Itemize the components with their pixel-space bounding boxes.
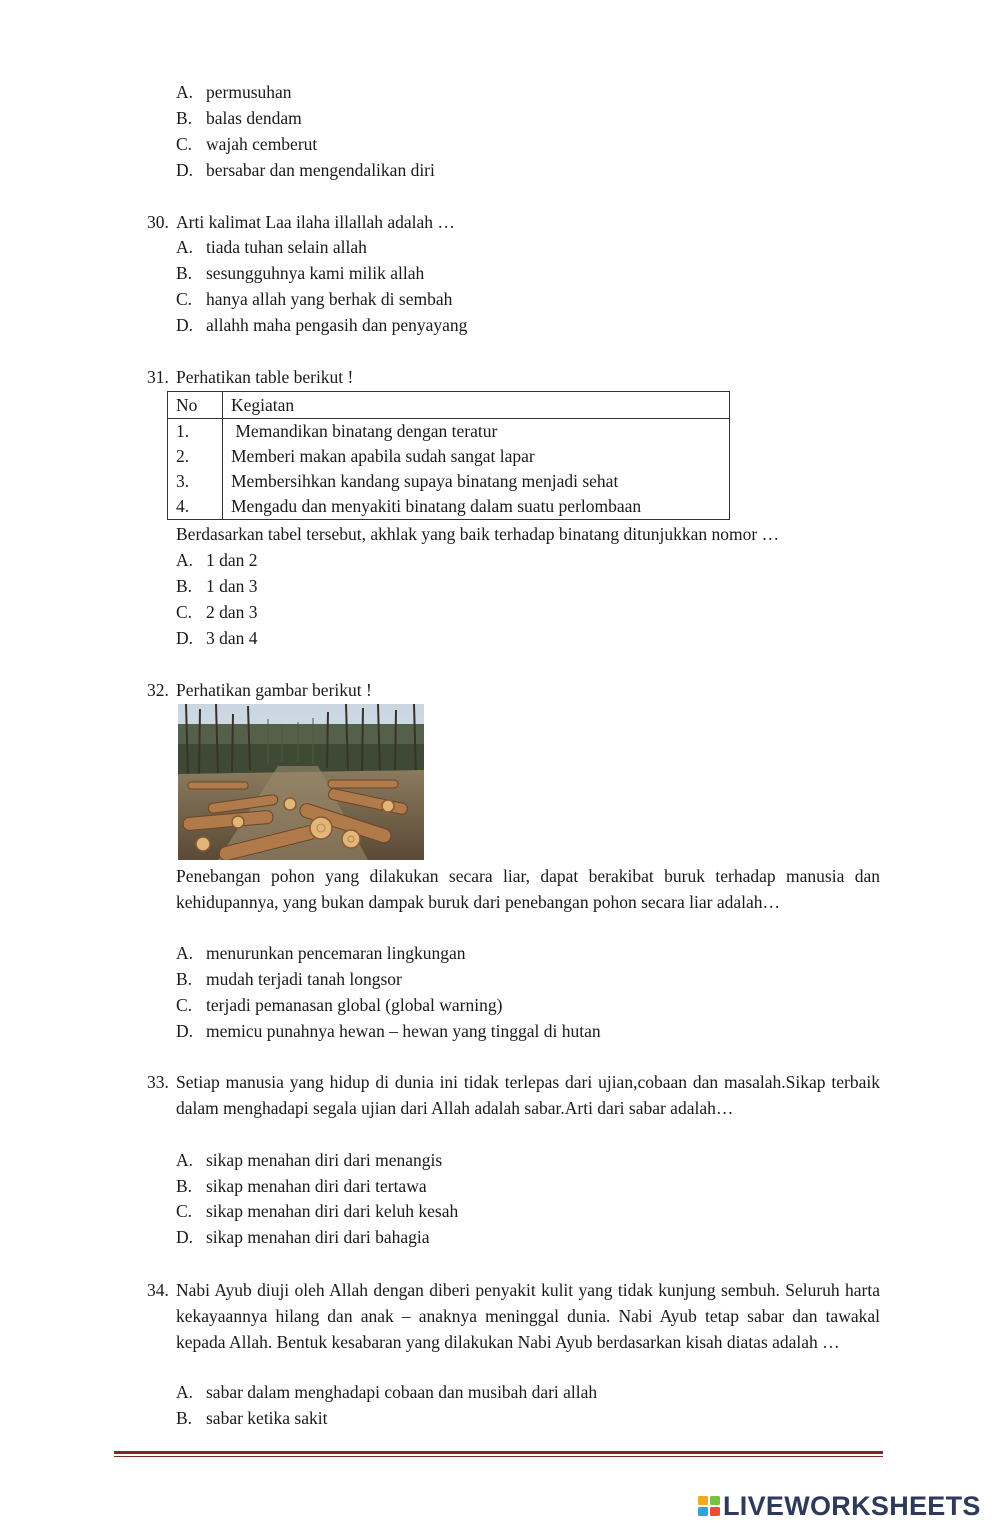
activity-table — [167, 391, 730, 520]
q33-number: 33. — [147, 1072, 169, 1092]
table-cell-no: 2. — [168, 444, 223, 469]
q30-option-c: C. hanya allah yang berhak di sembah — [176, 289, 453, 309]
liveworksheets-logo-icon — [697, 1494, 721, 1518]
table-header-row — [168, 392, 730, 419]
brand-name: LIVEWORKSHEETS — [723, 1490, 981, 1521]
q32-option-b: B. mudah terjadi tanah longsor — [176, 969, 402, 989]
table-row — [168, 419, 730, 445]
q30-option-a: A. tiada tuhan selain allah — [176, 237, 367, 257]
deforestation-photo — [178, 704, 424, 860]
q29-option-b: B. balas dendam — [176, 108, 302, 128]
table-header-no: No — [168, 392, 223, 419]
q29-option-a: A. permusuhan — [176, 82, 292, 102]
q31-option-c: C. 2 dan 3 — [176, 602, 258, 622]
footer-rule-thin — [114, 1456, 883, 1457]
q34-paragraph: Nabi Ayub diuji oleh Allah dengan diberi penyakit kulit yang tidak kunjung sembuh. Seluruh harta kekayaannya hilang dan anak – anaknya meninggal dunia. Nabi Ayub tetap sabar dan tawakal kepada Allah. Bentuk kesabaran yang dilakukan Nabi Ayub berdasarkan kisah diatas adalah … — [176, 1280, 880, 1352]
q33-option-a: A. sikap menahan diri dari menangis — [176, 1150, 443, 1170]
q30-option-d: D. allahh maha pengasih dan penyayang — [176, 315, 468, 335]
q34-number: 34. — [147, 1280, 169, 1300]
q31-option-a: A. 1 dan 2 — [176, 550, 258, 570]
q34-option-a: A. sabar dalam menghadapi cobaan dan musibah dari allah — [176, 1382, 598, 1402]
table-row — [168, 469, 730, 494]
table-header-kegiatan: Kegiatan — [223, 392, 730, 419]
q32-paragraph: Penebangan pohon yang dilakukan secara liar, dapat berakibat buruk terhadap manusia dan kehidupannya, yang bukan dampak buruk dari penebangan pohon secara liar adalah… — [176, 866, 880, 912]
q29-option-c: C. wajah cemberut — [176, 134, 318, 154]
q33-paragraph: Setiap manusia yang hidup di dunia ini tidak terlepas dari ujian,cobaan dan masalah.Sikap terbaik dalam menghadapi segala ujian dari Allah adalah sabar.Arti dari sabar adalah… — [176, 1072, 880, 1118]
liveworksheets-brand — [697, 1490, 981, 1522]
table-cell-no: 4. — [168, 494, 223, 520]
footer-rule — [114, 1451, 883, 1454]
table-cell-no: 1. — [168, 419, 223, 445]
q33-option-d: D. sikap menahan diri dari bahagia — [176, 1227, 430, 1247]
q33-option-b: B. sikap menahan diri dari tertawa — [176, 1176, 427, 1196]
q29-option-d: D. bersabar dan mengendalikan diri — [176, 160, 435, 180]
table-row — [168, 444, 730, 469]
q32-option-a: A. menurunkan pencemaran lingkungan — [176, 943, 466, 963]
table-cell-kegiatan: Membersihkan kandang supaya binatang menjadi sehat — [223, 469, 730, 494]
q32-option-c: C. terjadi pemanasan global (global warning) — [176, 995, 503, 1015]
q30-question: 30. Arti kalimat Laa ilaha illallah adalah … — [147, 212, 455, 232]
table-cell-kegiatan: Memandikan binatang dengan teratur — [223, 419, 730, 445]
q31-option-b: B. 1 dan 3 — [176, 576, 258, 596]
q31-followup: Berdasarkan tabel tersebut, akhlak yang baik terhadap binatang ditunjukkan nomor … — [176, 524, 780, 544]
table-row — [168, 494, 730, 520]
q34-option-b: B. sabar ketika sakit — [176, 1408, 328, 1428]
q30-option-b: B. sesungguhnya kami milik allah — [176, 263, 425, 283]
table-cell-kegiatan: Mengadu dan menyakiti binatang dalam suatu perlombaan — [223, 494, 730, 520]
table-cell-kegiatan: Memberi makan apabila sudah sangat lapar — [223, 444, 730, 469]
q31-question: 31. Perhatikan table berikut ! — [147, 367, 354, 387]
q33-option-c: C. sikap menahan diri dari keluh kesah — [176, 1201, 459, 1221]
table-cell-no: 3. — [168, 469, 223, 494]
q32-option-d: D. memicu punahnya hewan – hewan yang tinggal di hutan — [176, 1021, 601, 1041]
q32-question: 32. Perhatikan gambar berikut ! — [147, 680, 372, 700]
q31-option-d: D. 3 dan 4 — [176, 628, 258, 648]
